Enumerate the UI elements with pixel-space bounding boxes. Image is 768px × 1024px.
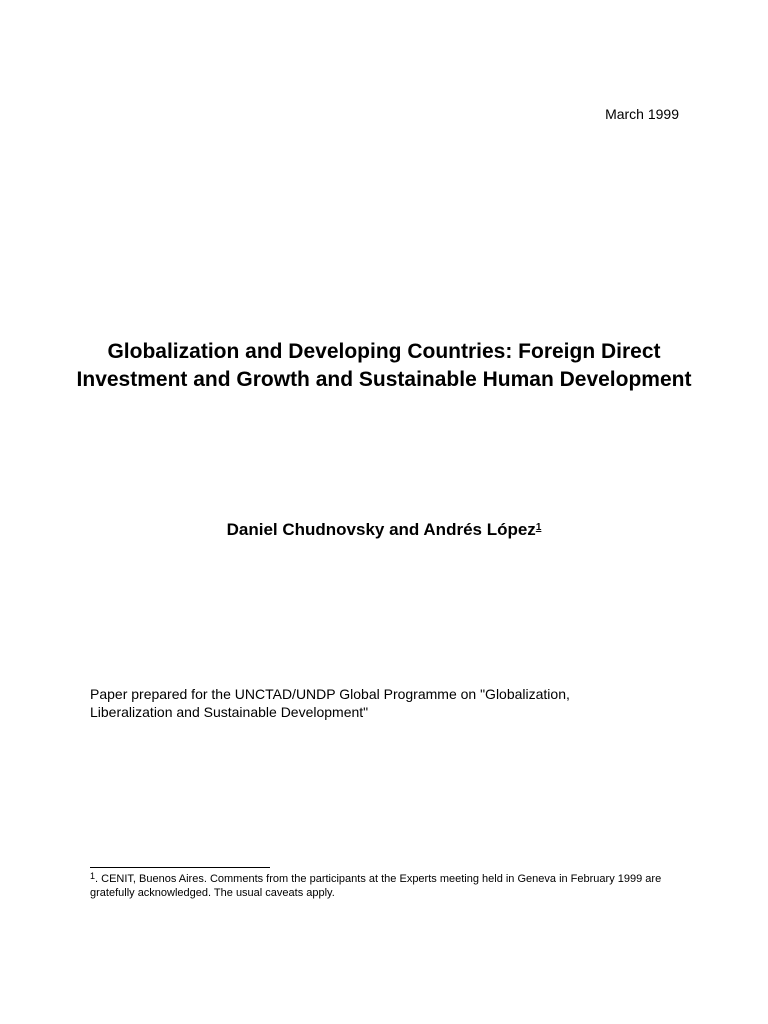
footnote-mark: 1 [90, 871, 96, 881]
footnote-divider [90, 867, 270, 868]
prepared-for-statement: Paper prepared for the UNCTAD/UNDP Global Programme on "Globalization, Liberalization and Sustainable Development" [90, 686, 570, 720]
document-date: March 1999 [605, 106, 679, 122]
author-footnote-mark[interactable]: 1 [535, 522, 542, 533]
footnote-text: . CENIT, Buenos Aires. Comments from the participants at the Experts meeting held in Geneva in February 1999 are gratefully acknowledged. The usual caveats apply. [90, 873, 662, 899]
document-authors [60, 518, 708, 542]
footnote [90, 872, 700, 900]
document-title: Globalization and Developing Countries: Foreign Direct Investment and Growth and Sustainable Human Development [76, 340, 692, 391]
authors-names: Daniel Chudnovsky and Andrés López [226, 520, 536, 539]
